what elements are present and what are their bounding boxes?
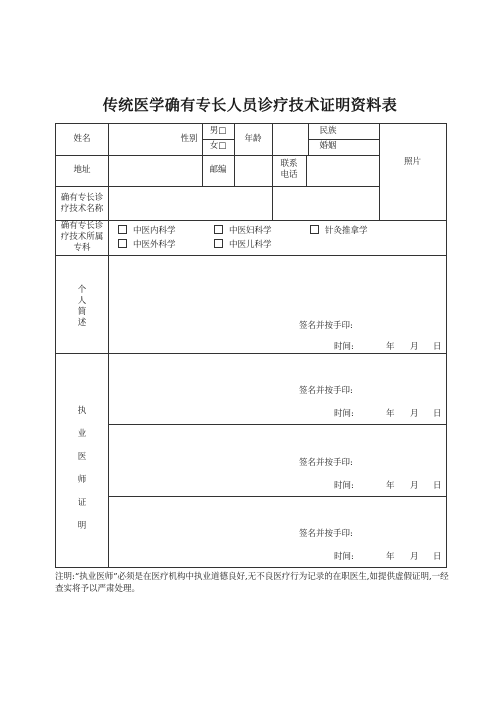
year-label: 年 — [386, 342, 395, 352]
day-label: 日 — [433, 342, 442, 352]
month-label: 月 — [410, 342, 419, 352]
day-label: 日 — [433, 481, 442, 491]
date-label: 时间: — [334, 342, 354, 352]
checkbox-icon[interactable] — [118, 239, 127, 248]
age-label: 年龄 — [244, 134, 262, 144]
year-label: 年 — [386, 552, 395, 562]
specialty-option[interactable]: 针灸推拿学 — [310, 225, 368, 237]
form-title: 传统医学确有专长人员诊疗技术证明资料表 — [102, 96, 398, 114]
signature-label: 签名并按手印: — [299, 386, 353, 396]
signature-label: 签名并按手印: — [299, 321, 353, 331]
phone-label: 电话 — [280, 170, 298, 180]
postcode-label: 邮编 — [209, 165, 227, 175]
doctor-certification-label: 执 业 医 师 证 明 — [77, 406, 87, 531]
date-label: 时间: — [334, 409, 354, 419]
year-label: 年 — [386, 409, 395, 419]
photo-label: 照片 — [403, 157, 421, 167]
gender-divider — [202, 139, 234, 140]
marriage-label: 婚姻 — [319, 141, 337, 151]
checkbox-icon[interactable] — [214, 239, 223, 248]
month-label: 月 — [410, 409, 419, 419]
female-checkbox[interactable]: 女□ — [209, 141, 227, 151]
phone-label: 联系 — [280, 159, 298, 169]
ethnicity-divider — [308, 139, 379, 140]
address-label: 地址 — [73, 165, 91, 175]
row-divider — [108, 424, 446, 425]
form-table — [55, 123, 447, 568]
checkbox-icon[interactable] — [310, 225, 319, 234]
row-divider — [56, 155, 379, 156]
row-divider — [56, 186, 379, 187]
ethnicity-label: 民族 — [319, 126, 337, 136]
specialty-option[interactable]: 中医儿科学 — [214, 239, 272, 251]
row-divider — [56, 255, 446, 256]
signature-label: 签名并按手印: — [299, 458, 353, 468]
date-label: 时间: — [334, 552, 354, 562]
footnote: 注明:“执业医师”必须是在医疗机构中执业道德良好,无不良医疗行为记录的在职医生,如提供虚假证明,一经查实将予以严肃处理。 — [55, 572, 449, 594]
checkbox-icon[interactable] — [118, 225, 127, 234]
row-divider — [56, 220, 446, 221]
day-label: 日 — [433, 552, 442, 562]
specialty-label: 专科 — [73, 243, 91, 253]
col-divider — [234, 155, 235, 186]
signature-label: 签名并按手印: — [299, 529, 353, 539]
specialty-option[interactable]: 中医外科学 — [118, 239, 176, 251]
month-label: 月 — [410, 481, 419, 491]
name-label: 姓名 — [73, 134, 91, 144]
technique-name-label: 确有专长诊 — [60, 193, 104, 203]
personal-statement-label: 个 人 简 述 — [77, 285, 87, 328]
label-column-divider — [108, 124, 109, 567]
gender-label: 性别 — [180, 134, 198, 144]
month-label: 月 — [410, 552, 419, 562]
specialty-label: 确有专长诊 — [60, 221, 104, 231]
row-divider — [108, 496, 446, 497]
specialty-option[interactable]: 中医妇科学 — [214, 225, 272, 237]
year-label: 年 — [386, 481, 395, 491]
photo-divider — [379, 124, 380, 220]
technique-name-label: 疗技术名称 — [60, 204, 104, 214]
col-divider — [306, 155, 307, 186]
male-checkbox[interactable]: 男□ — [209, 126, 227, 136]
row-divider — [56, 353, 446, 354]
day-label: 日 — [433, 409, 442, 419]
specialty-option[interactable]: 中医内科学 — [118, 225, 176, 237]
specialty-label: 疗技术所属 — [60, 232, 104, 242]
date-label: 时间: — [334, 481, 354, 491]
checkbox-icon[interactable] — [214, 225, 223, 234]
